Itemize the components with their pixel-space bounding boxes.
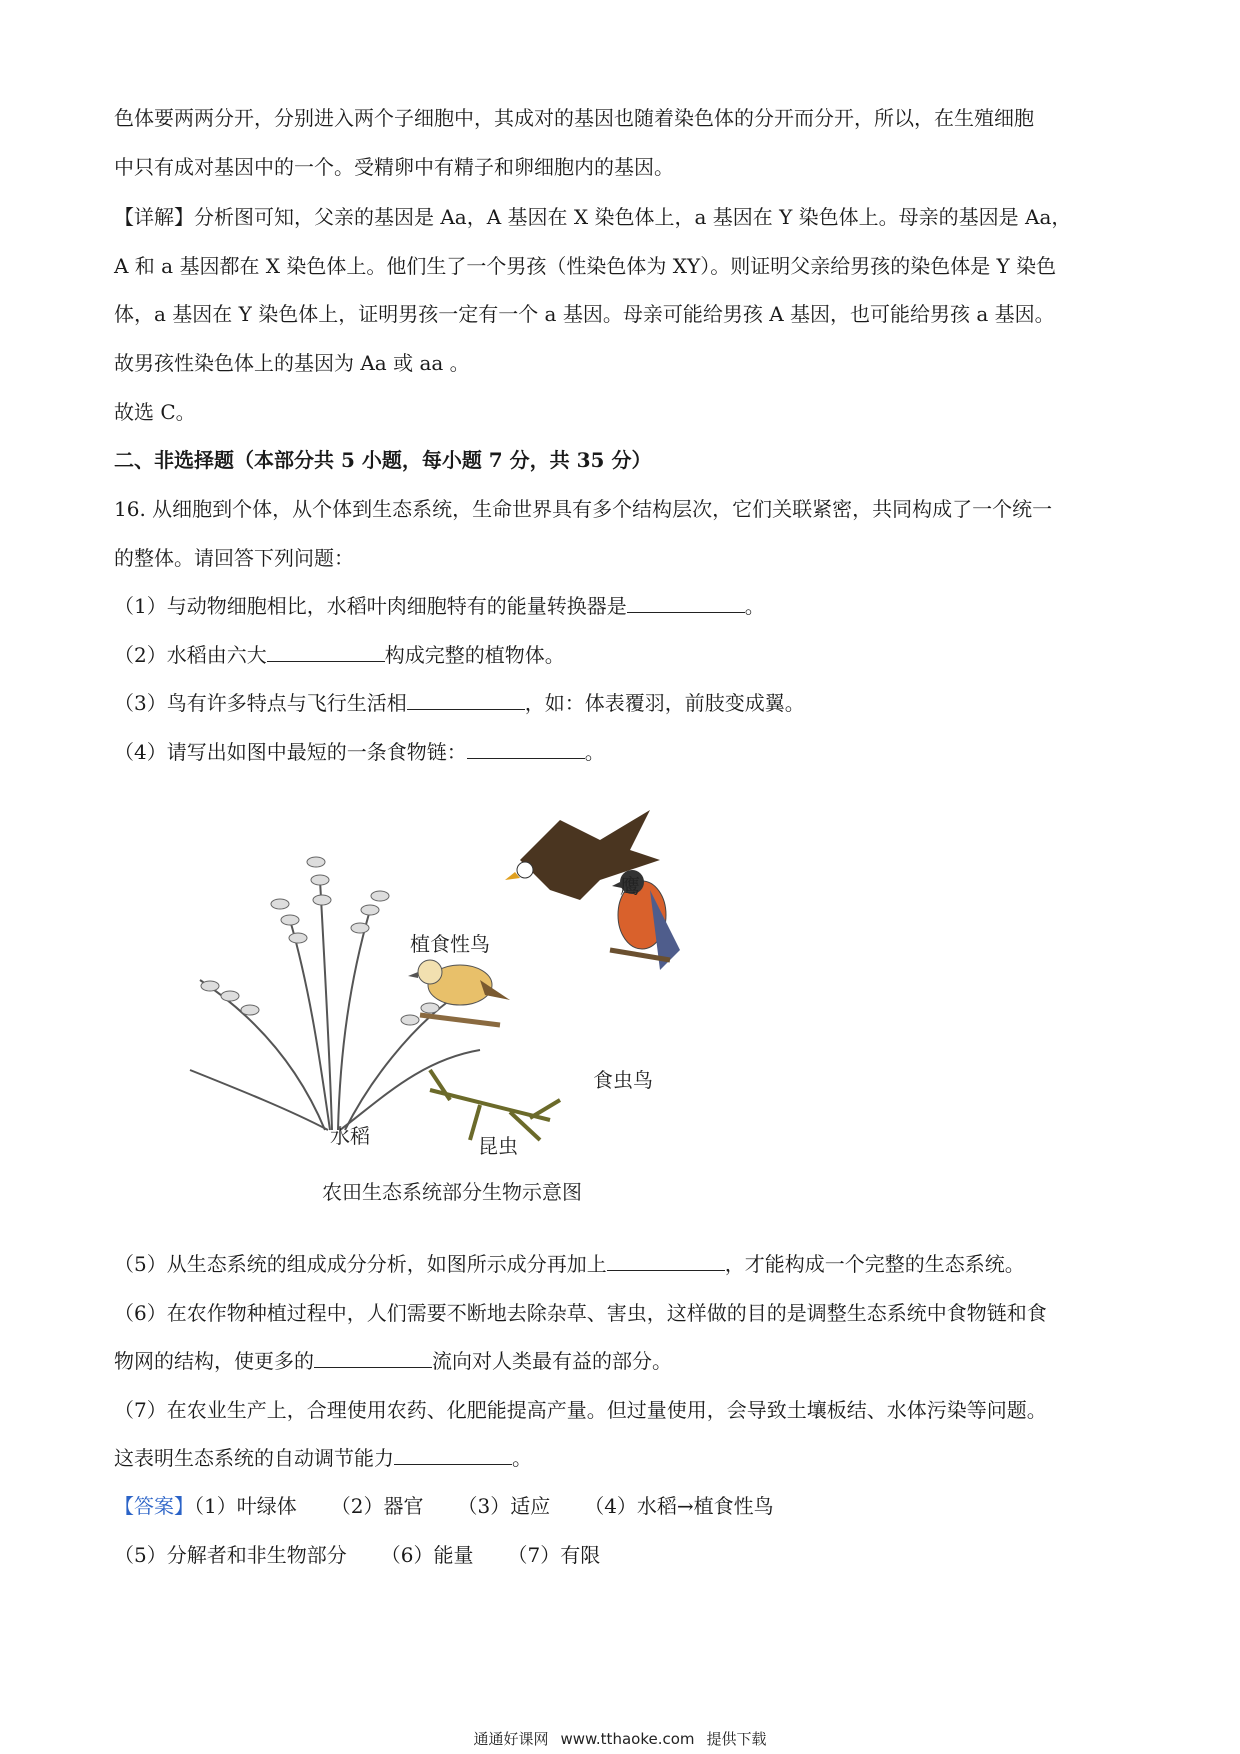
q16-part-6-text: 物网的结构，使更多的 [114, 1349, 314, 1373]
q16-part-7-line-1: （7）在农业生产上，合理使用农药、化肥能提高产量。但过量使用，会导致土壤板结、水体污染等问题。 [114, 1398, 1047, 1422]
herbivore-bird-label: 植食性鸟 [410, 932, 490, 956]
q16-part-1-end: 。 [744, 594, 765, 618]
q16-stem-2: 的整体。请回答下列问题： [114, 546, 354, 570]
q16-part-3-end: ，如：体表覆羽，前肢变成翼。 [524, 691, 805, 715]
section-title: 二、非选择题（本部分共 5 小题，每小题 7 分，共 35 分） [114, 448, 652, 472]
q16-part-5 [114, 1250, 1025, 1278]
answer-blank-7 [394, 1446, 512, 1465]
text-line-4: A 和 a 基因都在 X 染色体上。他们生了一个男孩（性染色体为 XY）。则证明父亲给男孩的染色体是 Y 染色 [114, 254, 1057, 278]
insect-label: 昆虫 [478, 1134, 518, 1158]
answer-blank-1 [627, 594, 745, 613]
answer-line-1 [114, 1492, 774, 1520]
footer-tail: 提供下载 [706, 1730, 767, 1748]
q16-part-3 [114, 689, 805, 717]
footer-site-name: 通通好课网 [473, 1730, 549, 1748]
footer-url[interactable]: www.tthaoke.com [560, 1730, 695, 1748]
answer-5: （5）分解者和非生物部分 [114, 1543, 347, 1567]
q16-stem-1: 16. 从细胞到个体，从个体到生态系统，生命世界具有多个结构层次，它们关联紧密，共同构成了一个统一 [114, 497, 1053, 521]
herbivore-bird-drawing [408, 960, 510, 1025]
answer-4: （4）水稻→植食性鸟 [584, 1494, 774, 1518]
eagle-label: 鹰 [620, 874, 640, 898]
q16-part-5-text: （5）从生态系统的组成成分分析，如图所示成分再加上 [114, 1252, 607, 1276]
answer-7: （7）有限 [507, 1543, 601, 1567]
food-web-figure [180, 800, 780, 1210]
insect-bird-label: 食虫鸟 [593, 1068, 653, 1092]
text-line-2: 中只有成对基因中的一个。受精卵中有精子和卵细胞内的基因。 [114, 155, 674, 179]
page-footer [0, 1728, 1240, 1749]
q16-part-6-line-2 [114, 1347, 672, 1375]
q16-part-6-end: 流向对人类最有益的部分。 [432, 1349, 672, 1373]
answer-1: （1）叶绿体 [194, 1494, 297, 1518]
answer-2: （2）器官 [330, 1494, 424, 1518]
q16-part-2-text: （2）水稻由六大 [114, 643, 267, 667]
answer-blank-5 [607, 1252, 725, 1271]
text-line-5: 体，a 基因在 Y 染色体上，证明男孩一定有一个 a 基因。母亲可能给男孩 A 基因，也可能给男孩 a 基因。 [114, 302, 1055, 326]
q16-part-7-line-2 [114, 1444, 532, 1472]
answer-blank-3 [407, 691, 525, 710]
figure-caption: 农田生态系统部分生物示意图 [322, 1180, 582, 1204]
q16-part-1 [114, 592, 765, 620]
rice-label: 水稻 [330, 1124, 370, 1148]
text-line-1: 色体要两两分开，分别进入两个子细胞中，其成对的基因也随着染色体的分开而分开，所以，在生殖细胞 [114, 106, 1034, 130]
answer-blank-4 [467, 740, 585, 759]
q16-part-7-text: 这表明生态系统的自动调节能力 [114, 1446, 394, 1470]
q16-part-5-end: ，才能构成一个完整的生态系统。 [724, 1252, 1025, 1276]
q16-part-3-text: （3）鸟有许多特点与飞行生活相 [114, 691, 407, 715]
q16-part-7-end: 。 [512, 1446, 532, 1470]
answer-blank-6 [314, 1349, 432, 1368]
text-line-6: 故男孩性染色体上的基因为 Aa 或 aa 。 [114, 351, 470, 375]
q16-part-2 [114, 641, 565, 669]
answer-3: （3）适应 [457, 1494, 551, 1518]
q16-part-4 [114, 738, 605, 766]
q16-part-6-line-1: （6）在农作物种植过程中，人们需要不断地去除杂草、害虫，这样做的目的是调整生态系统中食物链和食 [114, 1301, 1047, 1325]
answer-tag: 【答案】 [114, 1494, 194, 1518]
text-line-3: 【详解】分析图可知，父亲的基因是 Aa，A 基因在 X 染色体上，a 基因在 Y 染色体上。母亲的基因是 Aa， [114, 205, 1072, 229]
q16-part-4-text: （4）请写出如图中最短的一条食物链： [114, 740, 467, 764]
answer-line-2 [114, 1541, 600, 1569]
q16-part-2-end: 构成完整的植物体。 [384, 643, 565, 667]
answer-6: （6）能量 [380, 1543, 474, 1567]
q16-part-4-end: 。 [584, 740, 605, 764]
q16-part-1-text: （1）与动物细胞相比，水稻叶肉细胞特有的能量转换器是 [114, 594, 627, 618]
answer-blank-2 [267, 643, 385, 662]
text-line-7: 故选 C。 [114, 400, 196, 424]
